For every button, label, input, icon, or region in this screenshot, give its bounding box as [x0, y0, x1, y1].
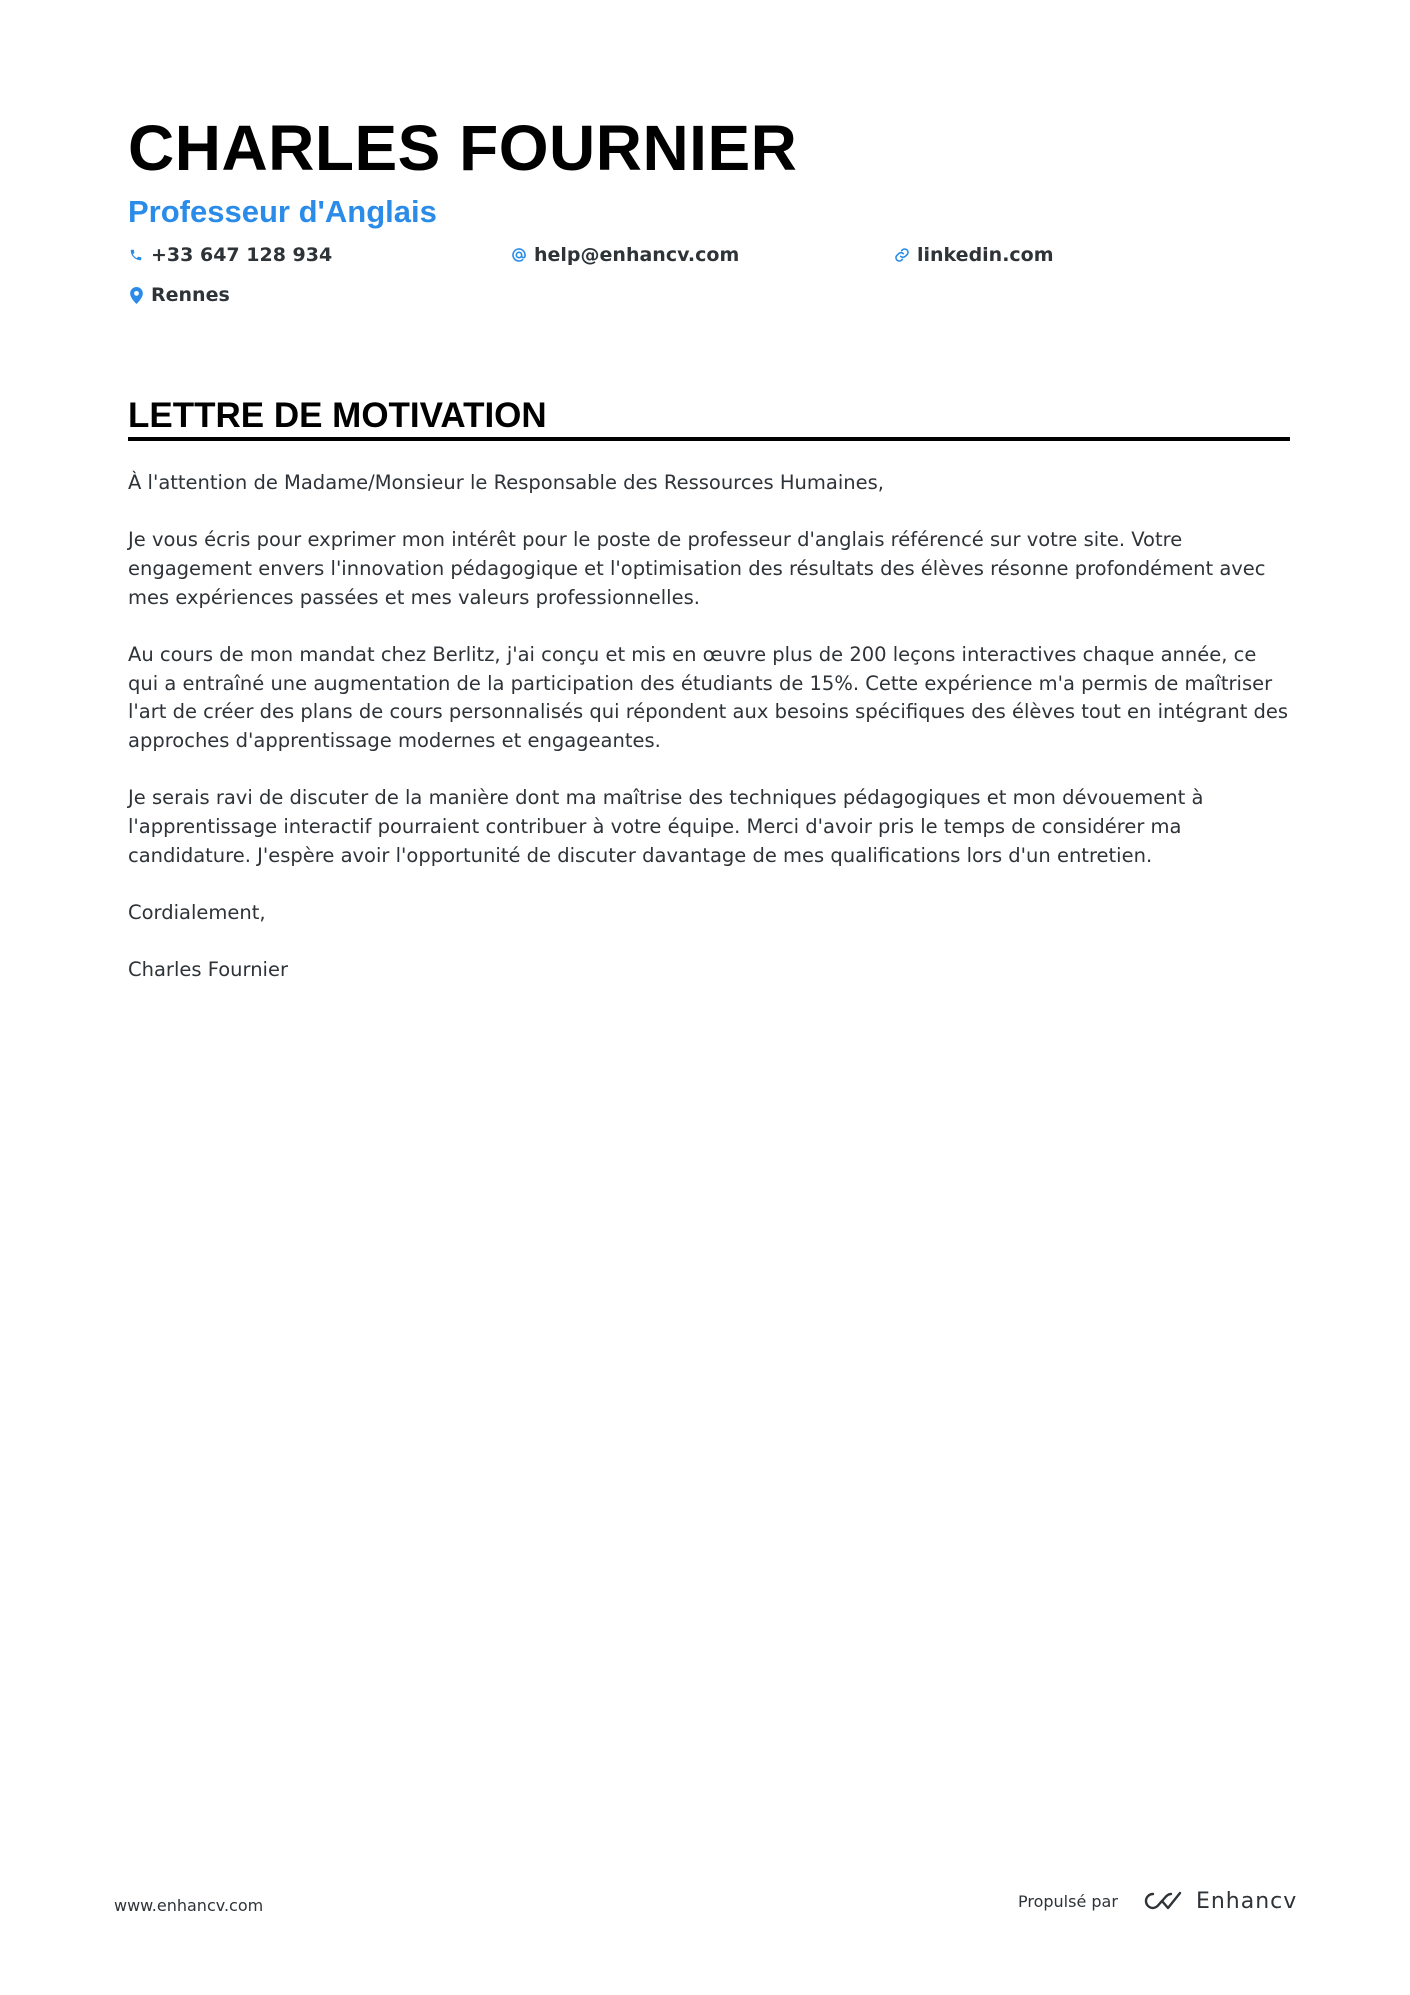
link-value: linkedin.com	[917, 244, 1054, 266]
footer-brand[interactable]	[1018, 1888, 1297, 1914]
salutation: À l'attention de Madame/Monsieur le Responsable des Ressources Humaines,	[128, 471, 884, 494]
brand-name: Enhancv	[1195, 1888, 1298, 1914]
paragraph-3: Je serais ravi de discuter de la manière dont ma maîtrise des techniques pédagogiques et mon dévouement à l'apprentissage interactif pourraient contribuer à votre équipe. Merci d'avoir pris le temps de considérer ma candidature. J'espère avoir l'opportunité de discuter davantage de mes qualifications lors d'un entretien.	[128, 786, 1204, 867]
powered-by-label: Propulsé par	[1018, 1891, 1118, 1911]
phone-icon	[128, 246, 144, 264]
section-divider	[128, 437, 1290, 441]
contact-email[interactable]	[511, 242, 739, 268]
letter-body	[128, 469, 1290, 1013]
candidate-title: Professeur d'Anglais	[128, 194, 437, 229]
paragraph-1: Je vous écris pour exprimer mon intérêt pour le poste de professeur d'anglais référencé sur votre site. Votre engagement envers l'innovation pédagogique et l'optimisation des résultats des élèves résonne profondément avec mes expériences passées et mes valeurs professionnelles.	[128, 528, 1266, 609]
link-icon	[894, 246, 910, 264]
enhancv-logo-icon	[1140, 1888, 1186, 1914]
at-icon	[511, 246, 527, 264]
location-value: Rennes	[151, 284, 230, 306]
footer-website[interactable]: www.enhancv.com	[114, 1896, 264, 1915]
closing: Cordialement,	[128, 900, 266, 924]
email-value: help@enhancv.com	[534, 244, 740, 266]
contact-link[interactable]	[894, 242, 1054, 268]
contact-phone[interactable]	[128, 242, 332, 268]
location-pin-icon	[128, 286, 144, 304]
phone-value: +33 647 128 934	[151, 244, 333, 266]
contact-location	[128, 282, 230, 308]
candidate-name: CHARLES FOURNIER	[128, 112, 798, 184]
paragraph-2: Au cours de mon mandat chez Berlitz, j'ai conçu et mis en œuvre plus de 200 leçons interactives chaque année, ce qui a entraîné une augmentation de la participation des étudiants de 15%. Cette expérience m'a permis de maîtriser l'art de créer des plans de cours personnalisés qui répondent aux besoins spécifiques des élèves tout en intégrant des approches d'apprentissage modernes et engageantes.	[128, 642, 1289, 752]
section-title: LETTRE DE MOTIVATION	[128, 396, 547, 435]
signature: Charles Fournier	[128, 957, 288, 981]
